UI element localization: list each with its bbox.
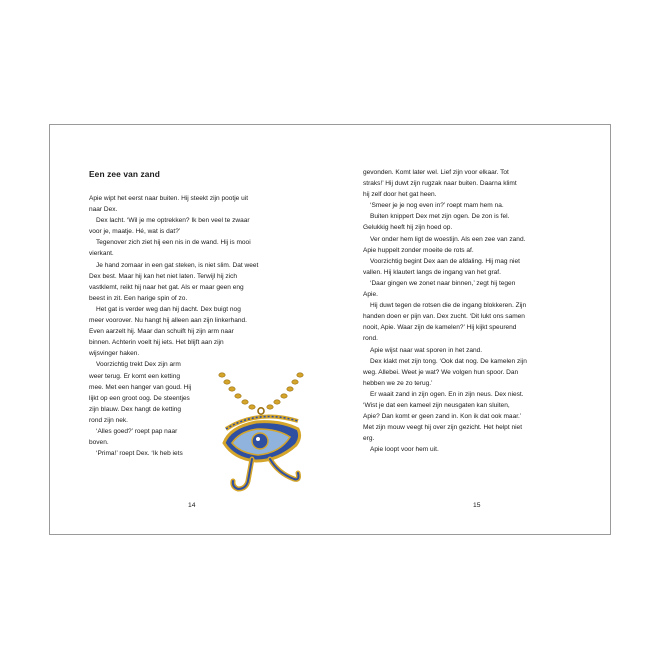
text-line: hebben we ze zo terug.’ bbox=[363, 379, 433, 387]
text-line: Buiten knippert Dex met zijn ogen. De zon is fel. bbox=[370, 213, 510, 221]
text-line: ‘Daar gingen we zonet naar binnen,’ zegt hij tegen bbox=[370, 279, 516, 287]
text-line: nooit, Apie. Waar zijn de kamelen?’ Hij kijkt speurend bbox=[363, 324, 517, 332]
text-line: Voorzichtig trekt Dex zijn arm bbox=[96, 361, 181, 369]
text-line: Voorzichtig begint Dex aan de afdaling. Hij mag niet bbox=[370, 257, 520, 265]
text-line: Apie loopt voor hem uit. bbox=[370, 446, 439, 454]
text-line: gevonden. Komt later wel. Lief zijn voor elkaar. Tot bbox=[363, 169, 509, 176]
text-line: Ver onder hem ligt de woestijn. Als een zee van zand. bbox=[370, 235, 526, 243]
text-line: ‘Smeer je je nog even in?’ roept mam hem na. bbox=[370, 202, 504, 210]
text-line: weg. Allebei. Weet je wat? We volgen hun spoor. Dan bbox=[363, 368, 519, 376]
text-line: naar Dex. bbox=[89, 206, 118, 214]
text-line: Dex best. Maar hij kan het niet laten. Terwijl hij zich bbox=[89, 272, 237, 280]
chain bbox=[219, 373, 303, 414]
page-number: 15 bbox=[473, 502, 481, 509]
text-line: voor je, maatje. Hé, wat is dat?’ bbox=[89, 228, 181, 236]
text-line: vierkant. bbox=[89, 250, 114, 258]
text-line: Het gat is verder weg dan hij dacht. Dex buigt nog bbox=[96, 305, 241, 313]
text-line: Apie? Dan komt er geen zand in. Kon ik dat ook maar.’ bbox=[363, 413, 522, 421]
text-line: zijn blauw. Dex hangt de ketting bbox=[89, 405, 182, 413]
text-line: ‘Prima!’ roept Dex. ‘Ik heb iets bbox=[96, 450, 183, 458]
eye-of-horus-pendant-icon bbox=[218, 369, 304, 497]
text-line: lijkt op een groot oog. De steentjes bbox=[89, 394, 190, 402]
text-line: Je hand zomaar in een gat steken, is niet slim. Dat weet bbox=[96, 261, 259, 269]
text-line: Dex klakt met zijn tong. ‘Ook dat nog. De kamelen zijn bbox=[370, 357, 527, 365]
text-line: binnen. Achterin voelt hij iets. Het blijft aan zijn bbox=[89, 339, 224, 347]
text-line: meer voorover. Nu hangt hij alleen aan zijn linkerhand. bbox=[89, 317, 247, 325]
text-line: rond zijn nek. bbox=[89, 416, 128, 424]
text-line: Apie huppelt zonder moeite de rots af. bbox=[363, 246, 474, 254]
text-line: Apie wipt het eerst naar buiten. Hij steekt zijn pootje uit bbox=[89, 195, 249, 202]
eye-of-horus bbox=[224, 417, 300, 490]
left-page bbox=[50, 125, 331, 534]
text-line: Gelukkig heeft hij zijn hoed op. bbox=[363, 224, 453, 232]
text-line: Met zijn mouw veegt hij over zijn gezicht. Het helpt niet bbox=[363, 424, 523, 432]
text-line: beest in zit. Een harige spin of zo. bbox=[89, 294, 188, 302]
text-line: hij zelf door het gat heen. bbox=[363, 191, 437, 199]
text-line: vastklemt, reikt hij naar het gat. Als er maar geen eng bbox=[89, 283, 244, 291]
text-line: mee. Met een hanger van goud. Hij bbox=[89, 383, 192, 391]
text-line: erg. bbox=[363, 435, 375, 443]
text-line: ‘Wist je dat een kameel zijn neusgaten kan sluiten, bbox=[363, 401, 510, 409]
text-line: Dex lacht. ‘Wil je me optrekken? Ik ben veel te zwaar bbox=[96, 217, 250, 225]
text-line: ‘Alles goed?’ roept pap naar bbox=[96, 427, 178, 435]
text-line: vallen. Hij klautert langs de ingang van het graf. bbox=[363, 268, 501, 276]
text-line: boven. bbox=[89, 439, 109, 447]
right-page bbox=[331, 125, 612, 534]
text-line: rond. bbox=[363, 335, 378, 343]
text-line: Apie. bbox=[363, 291, 378, 299]
text-line: straks!’ Hij duwt zijn rugzak naar buiten. Daarna klimt bbox=[363, 180, 517, 188]
text-line: Er waait zand in zijn ogen. En in zijn neus. Dex niest. bbox=[370, 390, 524, 398]
book-spread bbox=[49, 124, 611, 535]
chapter-heading: Een zee van zand bbox=[89, 169, 160, 179]
right-page-text bbox=[363, 167, 527, 455]
text-line: Even aarzelt hij. Maar dan schuift hij zijn arm naar bbox=[89, 328, 234, 336]
page-number: 14 bbox=[188, 502, 196, 509]
text-line: handen doen er pijn van. Dex zucht. ‘Dit lukt ons samen bbox=[363, 313, 525, 321]
text-line: weer terug. Er komt een ketting bbox=[89, 372, 180, 380]
text-line: Hij duwt tegen de rotsen die de ingang blokkeren. Zijn bbox=[370, 302, 527, 310]
text-line: Tegenover zich ziet hij een nis in de wand. Hij is mooi bbox=[96, 239, 251, 247]
text-line: Apie wijst naar wat sporen in het zand. bbox=[370, 346, 483, 354]
text-line: wijsvinger haken. bbox=[89, 350, 140, 358]
